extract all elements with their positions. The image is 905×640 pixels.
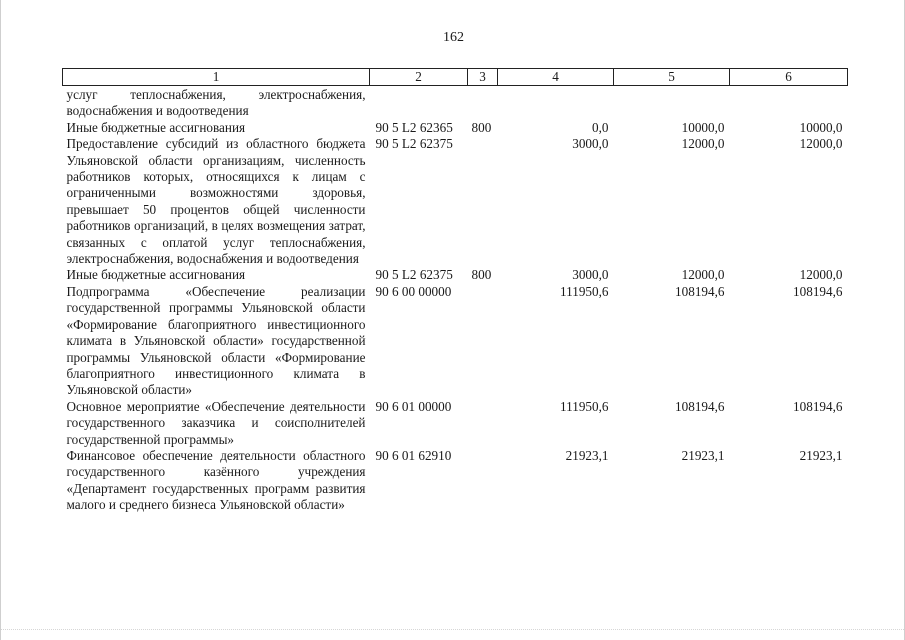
row-code: 90 6 01 00000 xyxy=(375,398,452,414)
table-row xyxy=(63,448,848,514)
row-code: 90 6 00 00000 xyxy=(375,283,452,299)
row-type: 800 xyxy=(471,267,492,283)
row-code: 90 5 L2 62375 xyxy=(375,136,453,152)
row-type xyxy=(468,399,498,448)
page-number: 162 xyxy=(443,30,464,45)
row-value-2: 21923,1 xyxy=(681,447,725,463)
row-value-2 xyxy=(614,86,730,120)
row-type xyxy=(468,448,498,514)
table-row xyxy=(63,136,848,267)
row-value-1 xyxy=(498,86,614,120)
row-type xyxy=(468,86,498,120)
row-type xyxy=(468,136,498,267)
page-bottom-edge xyxy=(1,629,905,640)
row-value-3: 12000,0 xyxy=(799,267,843,283)
row-value-1: 21923,1 xyxy=(565,447,609,463)
row-value-1: 111950,6 xyxy=(560,398,609,414)
table-row xyxy=(63,267,848,283)
row-value-2: 108194,6 xyxy=(675,283,725,299)
row-name: Основное мероприятие «Обеспечение деятельности государственного заказчика и соисполнителей государственной программы» xyxy=(66,398,366,447)
column-header-2: 2 xyxy=(370,69,468,86)
row-value-3: 10000,0 xyxy=(799,119,843,135)
row-value-2: 12000,0 xyxy=(681,267,725,283)
table-row xyxy=(63,120,848,136)
column-header-6: 6 xyxy=(730,69,848,86)
row-name: Предоставление субсидий из областного бюджета Ульяновской области организациям, численность работников которых, относящихся к лицам с ограниченными возможностями здоровья, превышает 50 процентов общей численности работников организаций, в целях возмещения затрат, связанных с оплатой услуг теплоснабжения, электроснабжения, водоснабжения и водоотведения xyxy=(66,136,366,267)
row-value-2: 10000,0 xyxy=(681,119,725,135)
row-value-1: 3000,0 xyxy=(572,136,609,152)
row-code: 90 6 01 62910 xyxy=(375,447,452,463)
header-row xyxy=(63,69,848,86)
row-value-2: 108194,6 xyxy=(675,398,725,414)
row-value-3 xyxy=(730,86,848,120)
row-name: Подпрограмма «Обеспечение реализации государственной программы Ульяновской области «Формирование благоприятного инвестиционного климата в Ульяновской области» государственной программы Ульяновской области «Формирование благоприятного инвестиционного климата в Ульяновской области» xyxy=(66,283,366,398)
column-header-5: 5 xyxy=(614,69,730,86)
row-name: услуг теплоснабжения, электроснабжения, водоснабжения и водоотведения xyxy=(66,87,366,119)
column-header-4: 4 xyxy=(498,69,614,86)
column-header-3: 3 xyxy=(468,69,498,86)
row-name: Иные бюджетные ассигнования xyxy=(66,119,246,135)
row-value-3: 21923,1 xyxy=(799,447,843,463)
row-type xyxy=(468,284,498,399)
table-row xyxy=(63,86,848,120)
row-value-2: 12000,0 xyxy=(681,136,725,152)
row-name: Иные бюджетные ассигнования xyxy=(66,267,246,283)
row-code: 90 5 L2 62365 xyxy=(375,119,453,135)
table-row xyxy=(63,284,848,399)
row-value-1: 3000,0 xyxy=(572,267,609,283)
row-code: 90 5 L2 62375 xyxy=(375,267,453,283)
table-row xyxy=(63,399,848,448)
budget-table xyxy=(62,68,848,514)
row-value-3: 108194,6 xyxy=(793,283,843,299)
column-header-1: 1 xyxy=(63,69,370,86)
row-type: 800 xyxy=(471,119,492,135)
row-value-1: 111950,6 xyxy=(560,283,609,299)
row-value-3: 108194,6 xyxy=(793,398,843,414)
row-value-1: 0,0 xyxy=(592,119,609,135)
row-value-3: 12000,0 xyxy=(799,136,843,152)
row-name: Финансовое обеспечение деятельности областного государственного казённого учреждения «Департамент государственных программ развития малого и среднего бизнеса Ульяновской области» xyxy=(66,447,366,513)
row-code xyxy=(370,86,468,120)
